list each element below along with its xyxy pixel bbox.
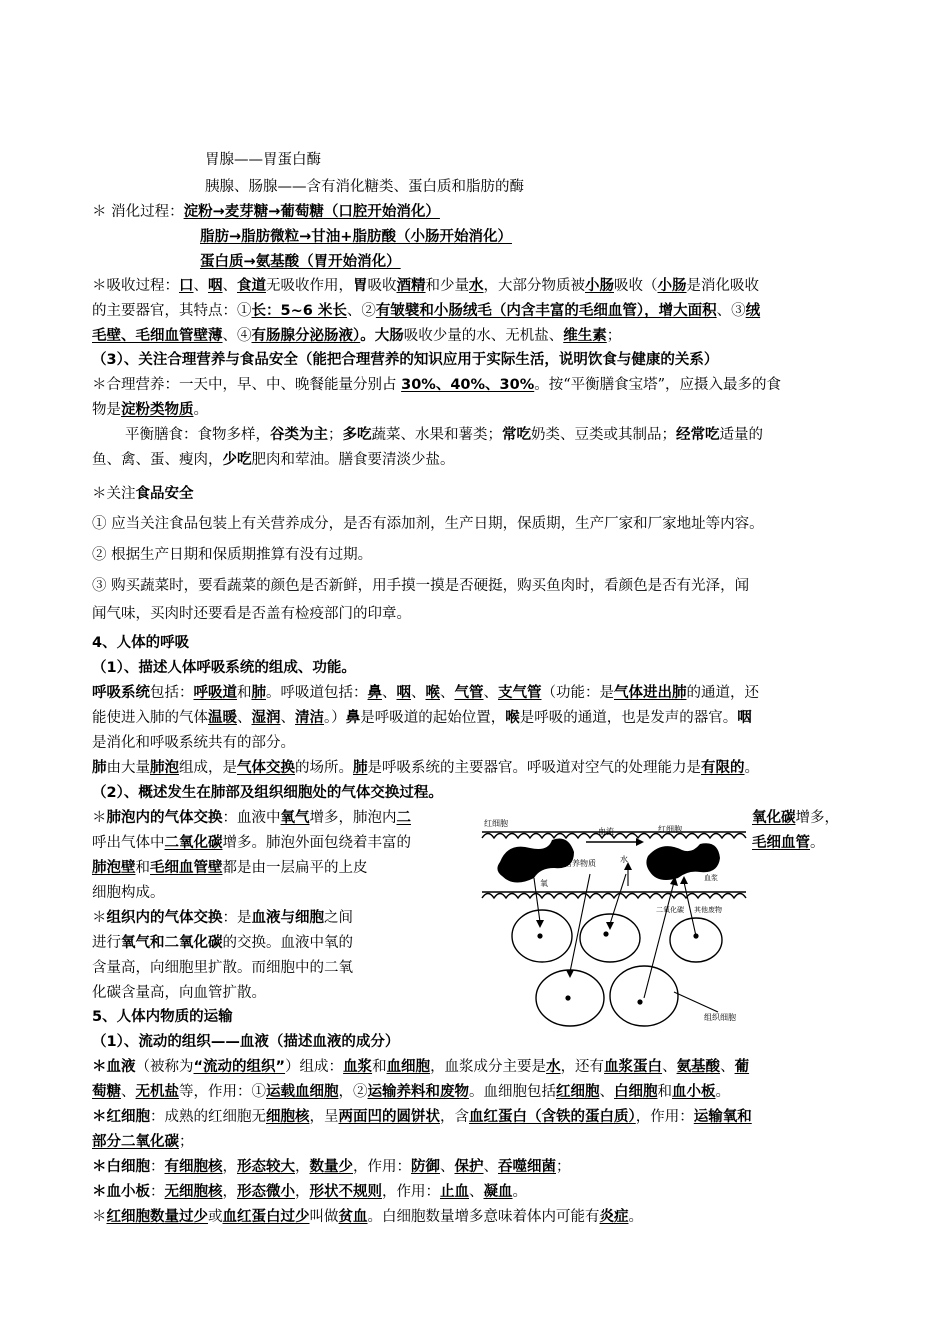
text-run: 和 <box>657 1084 672 1100</box>
text-run: 细胞构成。 <box>92 885 165 901</box>
text-run: 多吃 <box>342 427 372 443</box>
text-run: 。白细胞数量增多意味着体内可能有 <box>367 1209 600 1225</box>
text-run: 胃腺——胃蛋白酶 <box>205 152 321 168</box>
text-run: 、③ <box>716 303 746 319</box>
text-run: ＊ <box>92 1209 107 1225</box>
text-line <box>92 958 353 978</box>
text-run: 。呼吸道包括： <box>266 685 368 701</box>
text-run: 呼吸系统 <box>92 685 150 701</box>
label-rbc-right: 红细胞 <box>658 825 682 834</box>
text-run: ，大部分物质被 <box>483 278 585 294</box>
text-run: 和少量 <box>425 278 469 294</box>
text-run: 淀粉→麦芽糖→葡萄糖（口腔开始消化） <box>183 204 440 220</box>
text-run: 的通道，还 <box>686 685 759 701</box>
text-run: （1）、流动的组织——血液（描述血液的成分） <box>92 1034 400 1050</box>
text-run: 是消化和呼吸系统共有的部分。 <box>92 735 295 751</box>
text-run: 和 <box>135 860 150 876</box>
text-run: “流动的组织” <box>193 1059 286 1075</box>
text-run: 食道 <box>237 278 266 294</box>
text-run: 增多。肺泡外面包绕着丰富的 <box>222 835 411 851</box>
text-run: 肥肉和荤油。膳食要清淡少盐。 <box>251 452 455 468</box>
text-run: 、② <box>346 303 376 319</box>
text-run: 由大量 <box>106 760 150 776</box>
text-run: 绒 <box>745 303 761 319</box>
text-run: 血浆蛋白 <box>604 1059 663 1075</box>
text-run: 的交换。血液中氧的 <box>222 935 353 951</box>
text-run: 、 <box>440 685 455 701</box>
text-run: ； <box>328 427 343 443</box>
text-run: 肺泡壁 <box>92 860 136 876</box>
text-line <box>92 400 208 420</box>
text-run: 红细胞 <box>556 1084 600 1100</box>
text-line <box>92 350 718 370</box>
text-run: 血浆 <box>343 1059 373 1075</box>
text-run: ③ 购买蔬菜时，要看蔬菜的颜色是否新鲜，用手摸一摸是否硬挺，购买鱼肉时，看颜色是否有光泽，闻 <box>92 578 750 594</box>
text-run: 喉 <box>425 685 440 701</box>
text-run: 咽 <box>396 685 411 701</box>
text-run: 湿润 <box>251 710 281 726</box>
text-line <box>92 576 749 596</box>
text-line <box>92 1007 233 1027</box>
text-run: 和 <box>237 685 252 701</box>
text-run: 、 <box>280 710 295 726</box>
text-run: ； <box>179 1134 194 1150</box>
text-run: 等，作用：① <box>179 1084 266 1100</box>
text-run: 无吸收作用， <box>266 278 353 294</box>
text-run: 胃 <box>353 278 368 294</box>
text-run: 谷类为主 <box>270 427 328 443</box>
text-run: 鼻 <box>345 710 361 726</box>
text-run: （被称为 <box>135 1059 194 1075</box>
text-run: 和 <box>372 1059 387 1075</box>
text-run: ， <box>295 1184 310 1200</box>
text-run: 。 <box>628 1209 643 1225</box>
text-run: ＊ <box>92 810 107 826</box>
text-run: ＊红细胞 <box>92 1109 150 1125</box>
text-run: 水 <box>546 1059 561 1075</box>
text-run: 炎症 <box>599 1209 629 1225</box>
text-run: ① 应当关注食品包装上有关营养成分，是否有添加剂，生产日期，保质期，生产厂家和厂家地址等内容。 <box>92 516 764 532</box>
diffusion-arrows <box>534 868 718 1012</box>
text-run: 吸收（ <box>614 278 658 294</box>
capillary-wall-bottom <box>482 892 746 898</box>
text-line <box>92 983 266 1003</box>
text-run: 清洁 <box>295 710 324 726</box>
text-line <box>92 450 455 470</box>
text-run: 肺 <box>92 760 107 776</box>
label-blood-flow: 血流 <box>598 827 614 836</box>
text-run: 叫做 <box>309 1209 339 1225</box>
text-run: 凝血 <box>483 1184 513 1200</box>
text-run: （2）、概述发生在肺部及组织细胞处的气体交换过程。 <box>92 785 443 801</box>
red-blood-cell-left <box>497 839 574 883</box>
text-line <box>92 326 621 346</box>
text-run: 呼吸道 <box>193 685 237 701</box>
text-run: 贫血 <box>338 1209 368 1225</box>
text-run: ＊吸收过程： <box>92 278 179 294</box>
text-run: ，含 <box>440 1109 469 1125</box>
text-run: ，呈 <box>309 1109 339 1125</box>
text-run: 能使进入肺的气体 <box>92 710 208 726</box>
label-rbc-left: 红细胞 <box>484 819 508 828</box>
text-run: 运载血细胞 <box>266 1084 339 1100</box>
text-line <box>92 933 353 953</box>
text-run: 30%、40%、30% <box>401 377 535 393</box>
text-run: ； <box>606 328 622 344</box>
text-run: ，血浆成分主要是 <box>430 1059 547 1075</box>
text-run: 闻气味，买肉时还要看是否盖有检疫部门的印章。 <box>92 606 411 622</box>
text-run: 两面凹的圆饼状 <box>338 1109 440 1125</box>
text-run: ＊白细胞 <box>92 1159 150 1175</box>
tissue-cells <box>512 910 722 1026</box>
text-line <box>92 1107 752 1127</box>
text-run: 适量的 <box>719 427 763 443</box>
text-run: 毛细血管 <box>752 835 810 851</box>
right-note-line <box>752 808 839 828</box>
text-run: 吸收 <box>367 278 397 294</box>
text-run: 进行 <box>92 935 121 951</box>
text-run: 包括： <box>150 685 194 701</box>
text-line <box>92 301 760 321</box>
text-line <box>92 202 440 222</box>
text-run: 细胞核 <box>266 1109 310 1125</box>
label-water: 水 <box>620 855 628 864</box>
text-run: 白细胞 <box>614 1084 658 1100</box>
text-run: 小肠 <box>585 278 614 294</box>
text-run: 物是 <box>92 402 121 418</box>
text-run: 防御 <box>411 1159 440 1175</box>
text-run: 肺泡内的气体交换 <box>106 810 223 826</box>
text-run: 肺 <box>353 760 368 776</box>
text-run: 肺 <box>251 685 266 701</box>
text-run: 、 <box>720 1059 735 1075</box>
text-run: 。大肠 <box>360 328 404 344</box>
text-run: 运输养料和废物 <box>367 1084 469 1100</box>
text-run: 无机盐 <box>135 1084 179 1100</box>
text-run: 、 <box>411 685 426 701</box>
text-run: 氨基酸 <box>676 1059 721 1075</box>
text-run: 咽 <box>737 710 752 726</box>
text-run: （功能：是 <box>541 685 614 701</box>
label-co2: 二氧化碳 <box>656 906 684 914</box>
text-run: ，② <box>338 1084 368 1100</box>
text-line <box>92 276 759 296</box>
text-line <box>92 1157 571 1177</box>
text-run: 组织内的气体交换 <box>106 910 223 926</box>
text-run: 是呼吸道的起始位置， <box>360 710 506 726</box>
text-line <box>205 150 321 170</box>
text-run: 气管 <box>454 685 484 701</box>
text-run: 口 <box>179 278 194 294</box>
text-run: （1）、描述人体呼吸系统的组成、功能。 <box>92 660 356 676</box>
text-run: 。 <box>715 1084 730 1100</box>
text-run: 、④ <box>222 328 252 344</box>
text-run: 食品安全 <box>135 486 194 502</box>
text-run: 含量高，向细胞里扩散。而细胞中的二氧 <box>92 960 353 976</box>
text-run: 运输氧和 <box>693 1109 752 1125</box>
text-run: 毛壁、毛细血管壁薄 <box>92 328 223 344</box>
text-run: 或 <box>208 1209 223 1225</box>
text-run: ＊关注 <box>92 486 136 502</box>
text-run: 形态较大 <box>237 1159 295 1175</box>
text-line <box>92 1082 730 1102</box>
text-run: 经常吃 <box>676 427 720 443</box>
text-run: ， <box>222 1184 237 1200</box>
text-line <box>92 484 194 504</box>
text-run: 蛋白质→氨基酸（胃开始消化） <box>200 254 401 270</box>
text-line <box>92 375 781 395</box>
text-run: 有皱襞和小肠绒毛（内含丰富的毛细血管），增大面积 <box>375 303 717 319</box>
text-run: 毛细血管壁 <box>150 860 223 876</box>
text-run: 、 <box>662 1059 677 1075</box>
text-run: 脂肪→脂肪微粒→甘油+脂肪酸（小肠开始消化） <box>200 229 512 245</box>
text-run: 二氧化碳 <box>164 835 223 851</box>
text-run: ，还有 <box>560 1059 605 1075</box>
text-run: ＊血小板 <box>92 1184 150 1200</box>
text-run: 、 <box>222 278 237 294</box>
text-run: 、 <box>193 278 208 294</box>
text-run: 、 <box>483 1159 498 1175</box>
label-plasma: 血浆 <box>704 874 718 882</box>
text-run: 。 <box>744 760 759 776</box>
text-line <box>92 858 368 878</box>
text-run: ： <box>150 1159 165 1175</box>
text-run: 的场所。 <box>295 760 353 776</box>
text-run: 红细胞数量过少 <box>106 1209 208 1225</box>
text-run: 、 <box>469 1184 484 1200</box>
text-run: 、 <box>599 1084 614 1100</box>
text-run: ，作用： <box>635 1109 694 1125</box>
text-run: 增多，肺泡内 <box>309 810 397 826</box>
text-run: 血小板 <box>672 1084 716 1100</box>
text-run: 都是由一层扁平的上皮 <box>222 860 368 876</box>
text-run: 形态微小 <box>237 1184 295 1200</box>
text-run: 有肠腺分泌肠液） <box>251 328 361 344</box>
text-run: 气体交换 <box>237 760 295 776</box>
text-line <box>92 808 411 828</box>
text-run: 有细胞核 <box>164 1159 223 1175</box>
text-line <box>92 1132 194 1152</box>
text-run: 是呼吸的通道，也是发声的器官。 <box>519 710 738 726</box>
text-run: 。按“平衡膳食宝塔”，应摄入最多的食 <box>534 377 782 393</box>
text-run: 鱼、禽、蛋、瘦肉， <box>92 452 223 468</box>
text-run: 吸收少量的水、无机盐、 <box>403 328 564 344</box>
text-run: 之间 <box>324 910 353 926</box>
text-run: 吞噬细菌 <box>498 1159 556 1175</box>
label-nutrients: 营养物质 <box>564 859 596 868</box>
text-run: 。 <box>193 402 208 418</box>
text-run: ）组成： <box>285 1059 344 1075</box>
right-note-line <box>752 833 825 853</box>
label-waste: 其他废物 <box>694 906 722 914</box>
text-run: ＊合理营养：一天中，早、中、晚餐能量分别占 <box>92 377 402 393</box>
text-line <box>92 758 759 778</box>
text-run: 、 <box>440 1159 455 1175</box>
text-run: 增多， <box>795 810 839 826</box>
text-run: 无细胞核 <box>164 1184 223 1200</box>
text-run: 水 <box>469 278 484 294</box>
text-line <box>92 1207 643 1227</box>
text-run: 是消化吸收 <box>686 278 759 294</box>
text-run: ：是 <box>222 910 252 926</box>
text-run: 葡 <box>734 1059 750 1075</box>
text-run: 血液与细胞 <box>251 910 324 926</box>
text-run: 的主要器官，其特点：① <box>92 303 252 319</box>
text-run: 、 <box>483 685 498 701</box>
text-run: ： <box>150 1184 165 1200</box>
text-line <box>92 833 411 853</box>
text-run: 5、人体内物质的运输 <box>92 1009 233 1025</box>
text-run: ：成熟的红细胞无 <box>150 1109 266 1125</box>
text-line <box>92 633 189 653</box>
text-run: 胰腺、肠腺——含有消化糖类、蛋白质和脂肪的酶 <box>205 179 524 195</box>
text-run: 平衡膳食：食物多样， <box>125 427 270 443</box>
text-run: 小肠 <box>657 278 687 294</box>
capillary-wall-top <box>482 832 746 838</box>
text-run: 长：5~6 米长 <box>251 303 347 319</box>
text-run: 血红蛋白过少 <box>222 1209 310 1225</box>
gas-exchange-diagram <box>478 812 750 1044</box>
text-run: ； <box>556 1159 571 1175</box>
text-run: 保护 <box>454 1159 484 1175</box>
text-run: 。 <box>810 835 825 851</box>
text-run: ，作用： <box>353 1159 411 1175</box>
text-run: 部分二氧化碳 <box>92 1134 179 1150</box>
text-run: 有限的 <box>701 760 745 776</box>
text-run: 酒精 <box>396 278 426 294</box>
text-line <box>92 883 165 903</box>
text-run: 少吃 <box>222 452 252 468</box>
text-run: ＊血液 <box>92 1059 136 1075</box>
text-run: 化碳含量高，向血管扩散。 <box>92 985 266 1001</box>
text-run: ② 根据生产日期和保质期推算有没有过期。 <box>92 547 373 563</box>
text-line <box>92 1057 749 1077</box>
text-line <box>92 1032 399 1052</box>
text-run: 奶类、豆类或其制品； <box>531 427 676 443</box>
text-run: 肺泡 <box>150 760 179 776</box>
text-run: 组成，是 <box>179 760 237 776</box>
text-run: 4、人体的呼吸 <box>92 635 190 651</box>
label-tissue-cells: 组织细胞 <box>704 1013 736 1022</box>
text-run: 支气管 <box>498 685 542 701</box>
text-run: ， <box>222 1159 237 1175</box>
text-run: 是呼吸系统的主要器官。呼吸道对空气的处理能力是 <box>367 760 701 776</box>
text-run: 。血细胞包括 <box>469 1084 556 1100</box>
text-run: 气体进出肺 <box>614 685 687 701</box>
text-run: 、 <box>237 710 252 726</box>
text-line <box>200 227 512 247</box>
text-run: 氧化碳 <box>752 810 796 826</box>
text-line <box>200 252 401 272</box>
text-run: ＊ <box>92 910 107 926</box>
text-run: 。 <box>512 1184 527 1200</box>
text-run: 温暖 <box>208 710 237 726</box>
text-run: 二 <box>396 810 411 826</box>
text-line <box>92 545 372 565</box>
text-run: 止血 <box>440 1184 469 1200</box>
text-line <box>92 683 759 703</box>
text-run: 血细胞 <box>386 1059 431 1075</box>
text-run: 萄糖 <box>92 1084 121 1100</box>
text-line <box>92 1182 527 1202</box>
text-run: 常吃 <box>502 427 531 443</box>
text-line <box>92 908 353 928</box>
text-line <box>92 604 411 624</box>
text-line <box>92 658 356 678</box>
text-run: ， <box>295 1159 310 1175</box>
text-run: ：血液中 <box>222 810 281 826</box>
text-line <box>205 177 524 197</box>
text-run: 淀粉类物质 <box>121 402 194 418</box>
text-run: 氧气和二氧化碳 <box>121 935 223 951</box>
text-run: 喉 <box>505 710 520 726</box>
text-run: 。） <box>324 710 346 726</box>
text-run: 咽 <box>208 278 223 294</box>
text-run: 、 <box>121 1084 136 1100</box>
text-run: ＊ 消化过程： <box>92 204 184 220</box>
text-line <box>92 733 295 753</box>
text-run: 血红蛋白（含铁的蛋白质） <box>469 1109 636 1125</box>
text-line <box>125 425 763 445</box>
text-run: 鼻 <box>367 685 382 701</box>
text-run: 氧气 <box>280 810 310 826</box>
text-line <box>92 708 752 728</box>
text-run: 形状不规则 <box>309 1184 382 1200</box>
text-run: 蔬菜、水果和薯类； <box>371 427 502 443</box>
text-run: ，作用： <box>382 1184 440 1200</box>
text-run: （3）、关注合理营养与食品安全（能把合理营养的知识应用于实际生活，说明饮食与健康的关系） <box>92 352 719 368</box>
label-oxygen: 氧 <box>540 879 548 888</box>
text-run: 数量少 <box>309 1159 353 1175</box>
text-line <box>92 514 764 534</box>
text-run: 、 <box>382 685 397 701</box>
text-run: 呼出气体中 <box>92 835 165 851</box>
text-run: 维生素 <box>563 328 607 344</box>
text-line <box>92 783 443 803</box>
